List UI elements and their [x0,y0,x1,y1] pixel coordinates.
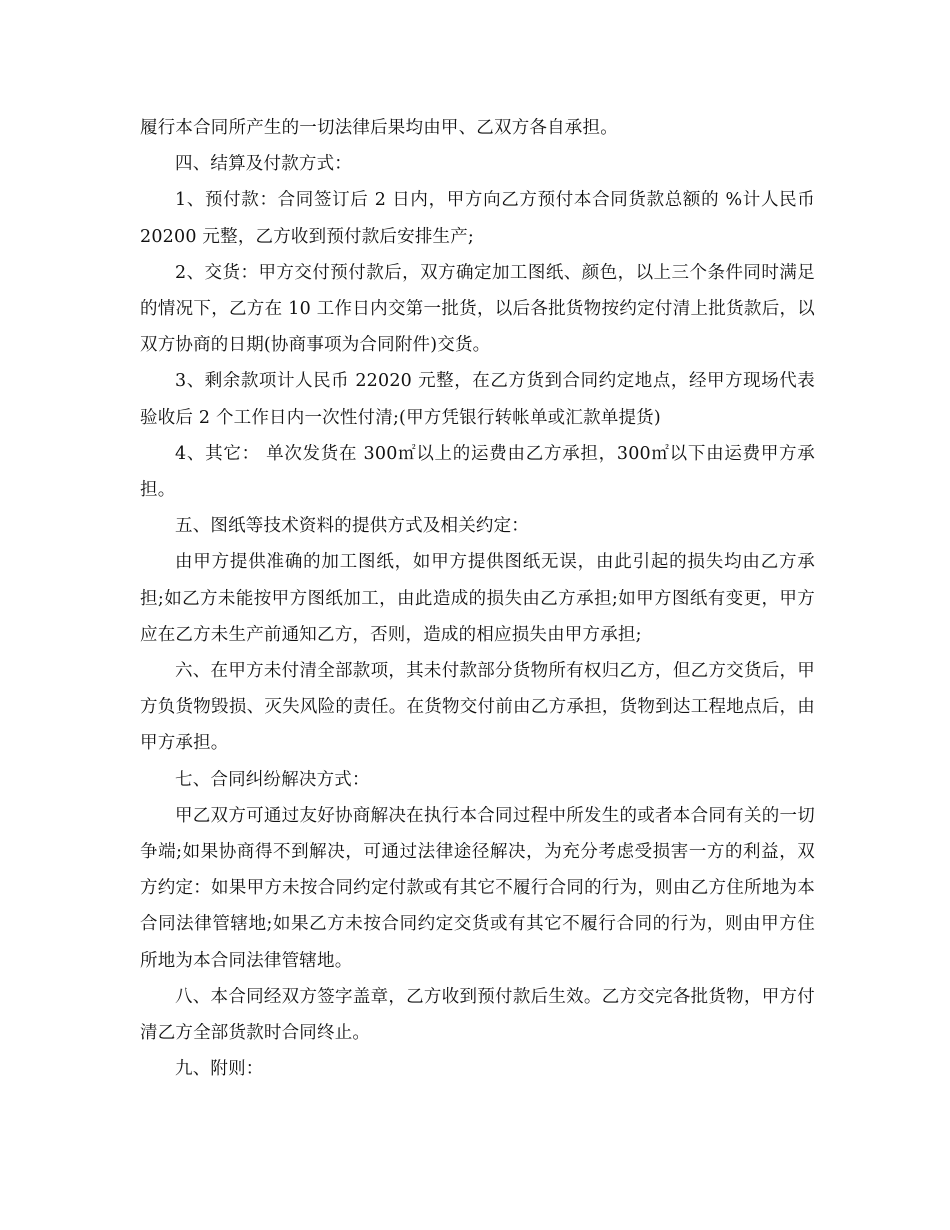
section-heading-supplementary: 九、附则： [175,1059,264,1080]
document-body [140,110,815,1087]
clause-remaining-payment: 3、剩余款项计人民币 22020 元整，在乙方货到合同约定地点，经甲方现场代表验收后 2 个工作日内一次性付清;(甲方凭银行转帐单或汇款单提货) [140,371,815,428]
section-heading-disputes: 七、合同纠纷解决方式： [175,769,370,790]
paragraph-continuation: 履行本合同所产生的一切法律后果均由甲、乙双方各自承担。 [140,118,618,138]
clause-disputes: 甲乙双方可通过友好协商解决在执行本合同过程中所发生的或者本合同有关的一切争端;如果协商得不到解决，可通过法律途径解决，为充分考虑受损害一方的利益，双方约定：如果甲方未按合同约定付款或有其它不履行合同的行为，则由乙方住所地为本合同法律管辖地;如果乙方未按合同约定交货或有其它不履行合同的行为，则由甲方住所地为本合同法律管辖地。 [140,805,815,971]
clause-other: 4、其它： 单次发货在 300㎡以上的运费由乙方承担，300㎡以下由运费甲方承担。 [140,443,815,501]
clause-delivery: 2、交货：甲方交付预付款后，双方确定加工图纸、颜色，以上三个条件同时满足的情况下，乙方在 10 工作日内交第一批货，以后各批货物按约定付清上批货款后，以双方协商的日期(协商事项为合同附件)交货。 [140,262,815,356]
clause-drawings: 由甲方提供准确的加工图纸，如甲方提供图纸无误，由此引起的损失均由乙方承担;如乙方未能按甲方图纸加工，由此造成的损失由乙方承担;如甲方图纸有变更，甲方应在乙方未生产前通知乙方，否则，造成的相应损失由甲方承担; [140,552,815,645]
section-heading-drawings: 五、图纸等技术资料的提供方式及相关约定： [175,516,529,537]
section-effectiveness: 八、本合同经双方签字盖章，乙方收到预付款后生效。乙方交完各批货物，甲方付清乙方全部货款时合同终止。 [140,986,815,1044]
section-heading-settlement: 四、结算及付款方式： [175,154,352,175]
clause-prepayment: 1、预付款：合同签订后 2 日内，甲方向乙方预付本合同货款总额的 %计人民币 20200 元整，乙方收到预付款后安排生产; [140,190,815,247]
section-ownership: 六、在甲方未付清全部款项，其未付款部分货物所有权归乙方，但乙方交货后，甲方负货物毁损、灭失风险的责任。在货物交付前由乙方承担，货物到达工程地点后，由甲方承担。 [140,661,815,754]
